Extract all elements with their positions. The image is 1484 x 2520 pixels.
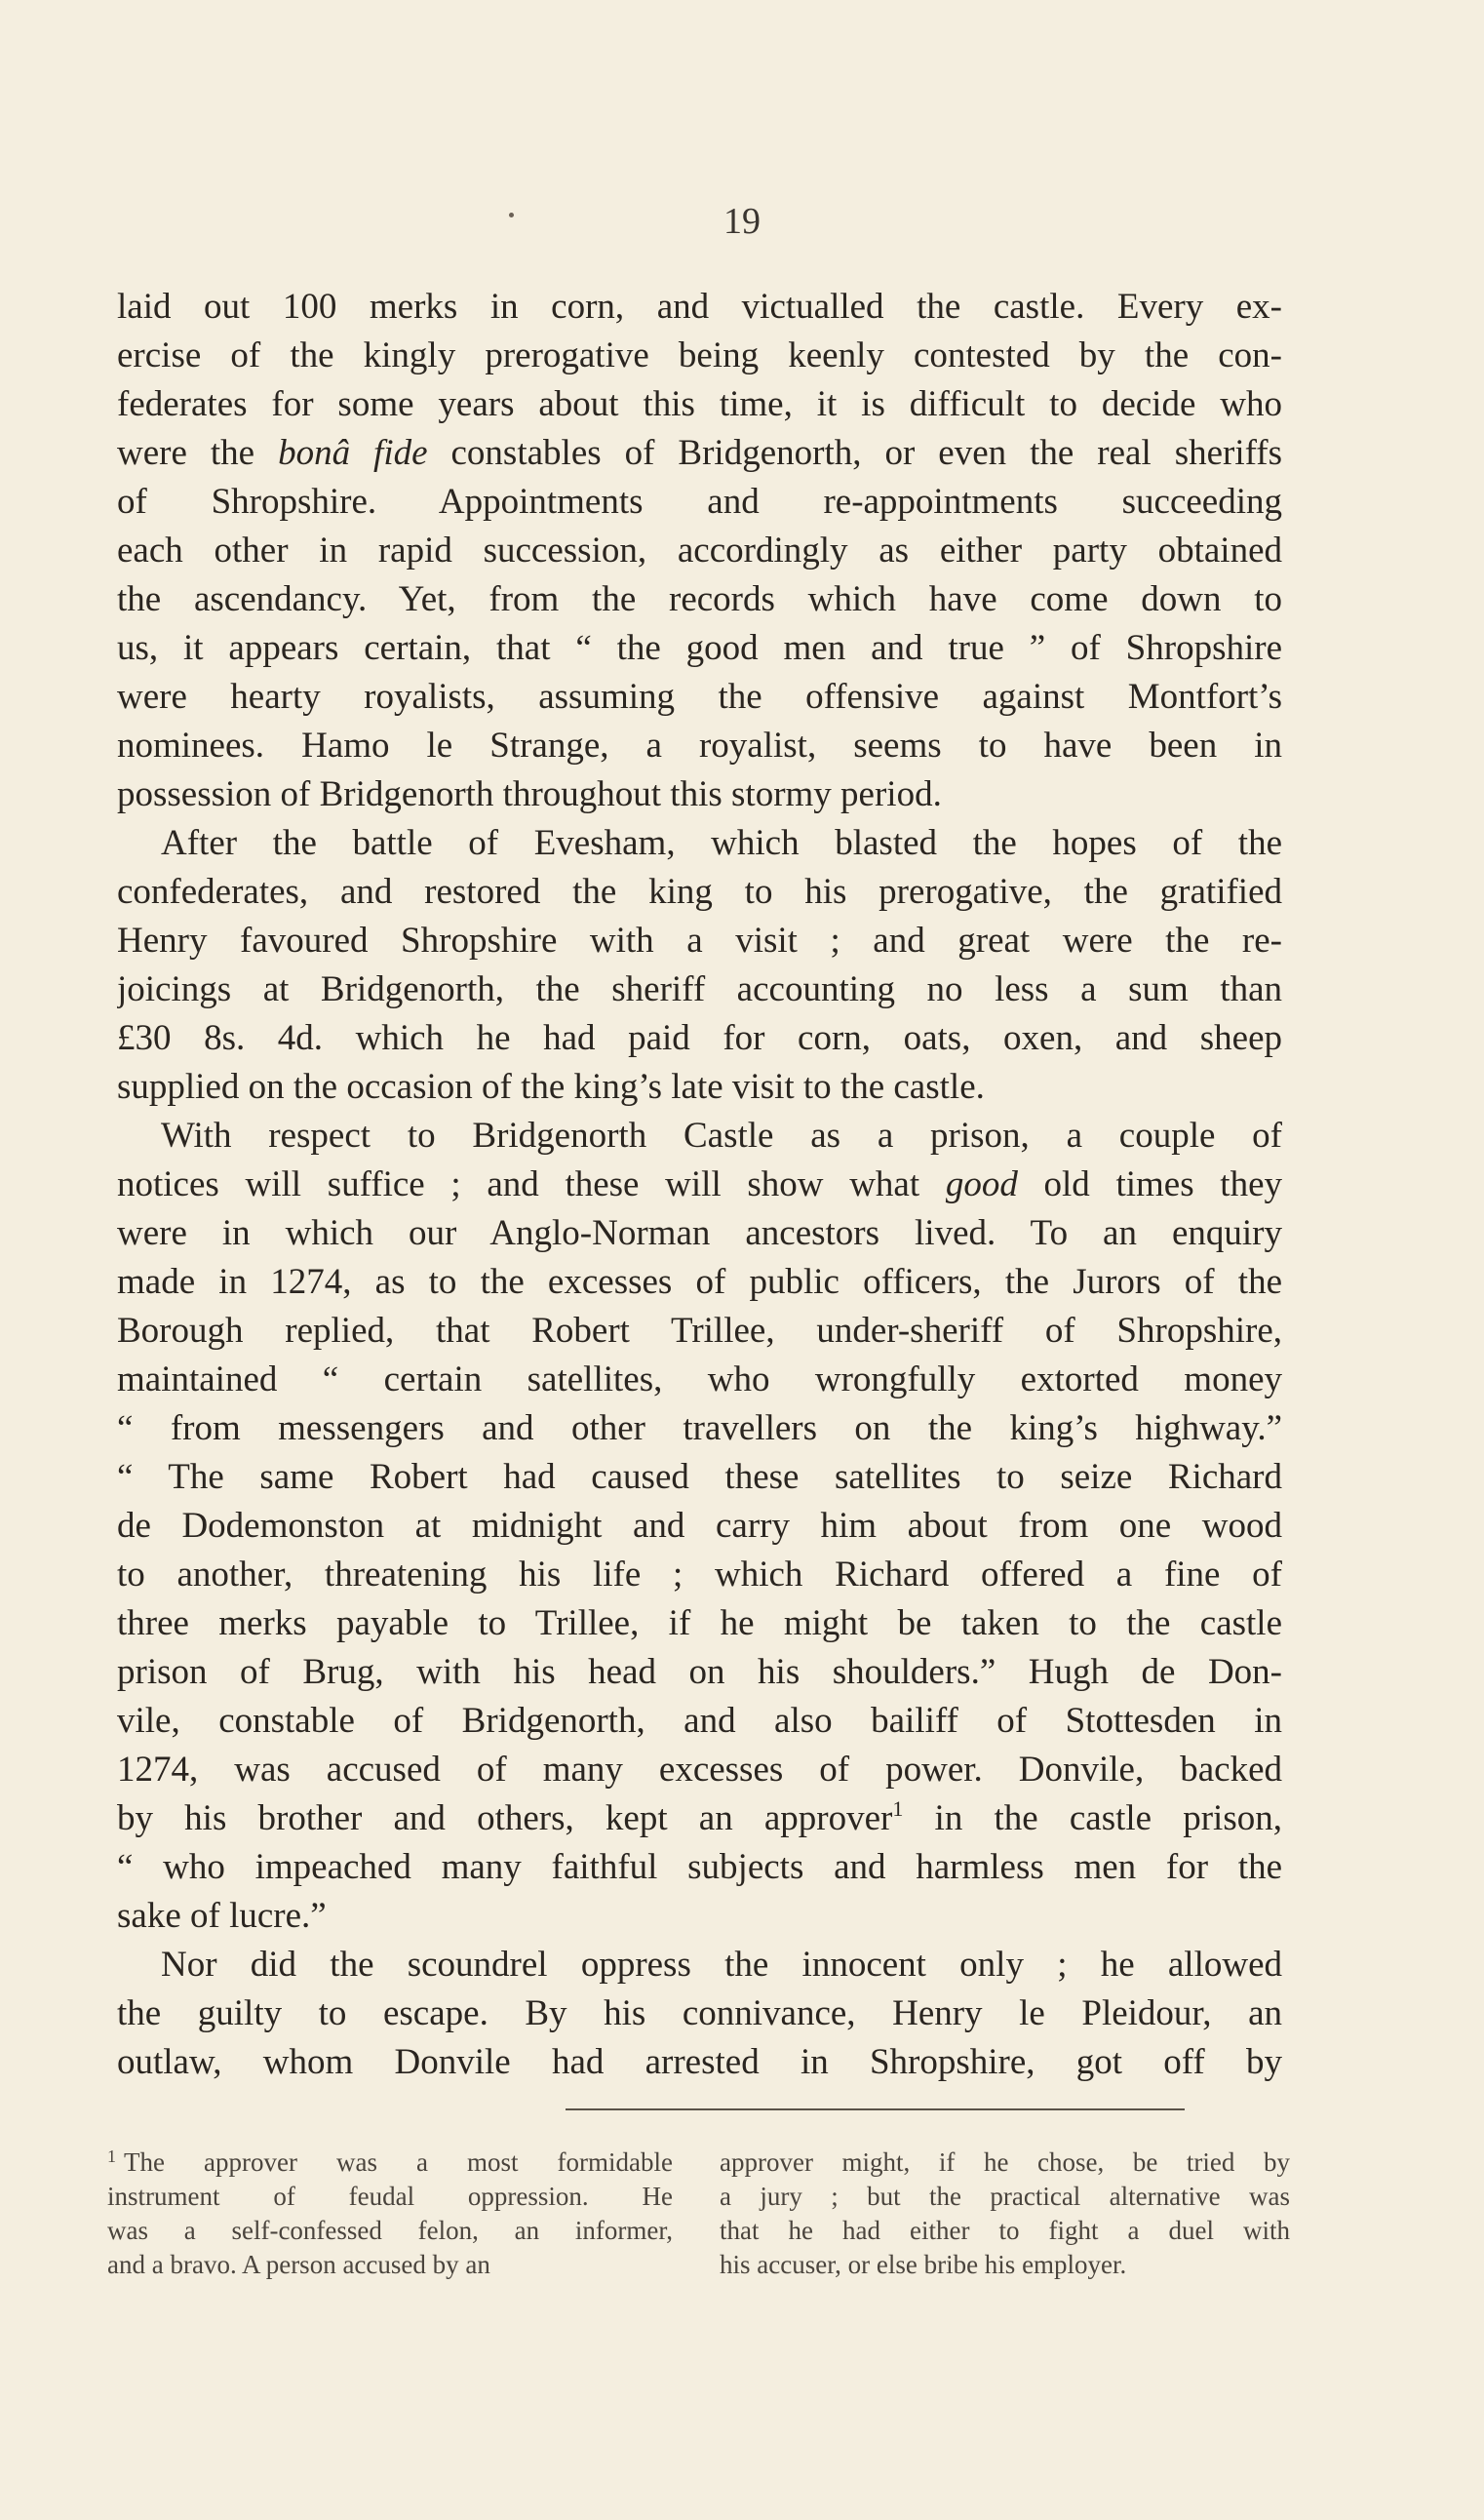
- footnote-text: and a bravo. A person accused by an: [107, 2250, 490, 2279]
- text-run: in the castle prison,: [903, 1798, 1282, 1838]
- footnote-line: [107, 2248, 673, 2282]
- text-line: us, it appears certain, that “ the good men and true ” of Shropshire: [117, 628, 1282, 668]
- text-line: made in 1274, as to the excesses of public officers, the Jurors of the: [117, 1262, 1282, 1302]
- text-line: were in which our Anglo-Norman ancestors lived. To an enquiry: [117, 1213, 1282, 1253]
- italic-text: good: [945, 1164, 1018, 1204]
- text-line: [117, 1161, 1282, 1209]
- text-line: supplied on the occasion of the king’s late visit to the castle.: [117, 1067, 985, 1107]
- text-line: the guilty to escape. By his connivance, Henry le Pleidour, an: [117, 1993, 1282, 2033]
- text-line: prison of Brug, with his head on his shoulders.” Hugh de Don-: [117, 1652, 1282, 1692]
- text-line: Borough replied, that Robert Trillee, under-sheriff of Shropshire,: [117, 1311, 1282, 1351]
- text-line: nominees. Hamo le Strange, a royalist, seems to have been in: [117, 726, 1282, 766]
- footnote-text: instrument of feudal oppression. He: [107, 2182, 673, 2211]
- text-line: Henry favoured Shropshire with a visit ; and great were the re-: [117, 921, 1282, 961]
- text-line: de Dodemonston at midnight and carry him about from one wood: [117, 1506, 1282, 1546]
- footnote-line: [107, 2146, 673, 2180]
- text-run: constables of Bridgenorth, or even the real sheriffs: [427, 433, 1282, 473]
- text-line: the ascendancy. Yet, from the records which have come down to: [117, 579, 1282, 619]
- page-number: 19: [723, 201, 761, 242]
- footnote-line: a jury ; but the practical alternative was: [720, 2182, 1290, 2211]
- text-line: sake of lucre.”: [117, 1896, 327, 1936]
- text-line: [117, 1794, 1282, 1843]
- text-run: by his brother and others, kept an approver: [117, 1798, 893, 1838]
- text-line: joicings at Bridgenorth, the sheriff accounting no less a sum than: [117, 969, 1282, 1009]
- text-line: three merks payable to Trillee, if he might be taken to the castle: [117, 1603, 1282, 1643]
- text-run: were the: [117, 433, 279, 473]
- text-run: notices will suffice ; and these will show what: [117, 1164, 946, 1204]
- footnote-line: approver might, if he chose, be tried by: [720, 2147, 1290, 2177]
- footnote-reference: 1: [892, 1796, 904, 1821]
- footnote-text: was a self-confessed felon, an informer,: [107, 2216, 673, 2245]
- text-line: possession of Bridgenorth throughout this stormy period.: [117, 774, 942, 814]
- italic-text: bonâ fide: [278, 433, 428, 473]
- footnote-text: The approver was a most formidable: [124, 2147, 673, 2177]
- text-line: ercise of the kingly prerogative being keenly contested by the con-: [117, 335, 1282, 375]
- footnote-column-left: [107, 2146, 673, 2282]
- text-line: £30 8s. 4d. which he had paid for corn, oats, oxen, and sheep: [117, 1018, 1282, 1058]
- footnote-line: his accuser, or else bribe his employer.: [720, 2250, 1127, 2279]
- text-line: were hearty royalists, assuming the offensive against Montfort’s: [117, 677, 1282, 717]
- footnote-line: [107, 2214, 673, 2248]
- body-text: [117, 283, 1282, 2087]
- text-line: After the battle of Evesham, which blasted the hopes of the: [161, 823, 1282, 863]
- footnote-line: that he had either to fight a duel with: [720, 2216, 1290, 2245]
- text-line: maintained “ certain satellites, who wrongfully extorted money: [117, 1359, 1282, 1399]
- text-line: each other in rapid succession, accordingly as either party obtained: [117, 531, 1282, 571]
- text-line: vile, constable of Bridgenorth, and also bailiff of Stottesden in: [117, 1701, 1282, 1741]
- text-line: With respect to Bridgenorth Castle as a prison, a couple of: [161, 1116, 1282, 1156]
- footnote-column-right: [720, 2146, 1290, 2282]
- text-line: “ The same Robert had caused these satellites to seize Richard: [117, 1457, 1282, 1497]
- footnote-marker: 1: [107, 2146, 116, 2166]
- text-line: [117, 429, 1282, 478]
- text-line: “ from messengers and other travellers on the king’s highway.”: [117, 1408, 1282, 1448]
- text-line: federates for some years about this time, it is difficult to decide who: [117, 384, 1282, 424]
- footnote-rule: [566, 2108, 1185, 2110]
- text-line: 1274, was accused of many excesses of power. Donvile, backed: [117, 1750, 1282, 1790]
- text-line: Nor did the scoundrel oppress the innocent only ; he allowed: [161, 1945, 1282, 1985]
- text-line: outlaw, whom Donvile had arrested in Shropshire, got off by: [117, 2042, 1282, 2082]
- text-run: old times they: [1017, 1164, 1282, 1204]
- text-line: laid out 100 merks in corn, and victualled the castle. Every ex-: [117, 287, 1282, 327]
- text-line: to another, threatening his life ; which Richard offered a fine of: [117, 1555, 1282, 1595]
- text-line: “ who impeached many faithful subjects and harmless men for the: [117, 1847, 1282, 1887]
- text-line: confederates, and restored the king to his prerogative, the gratified: [117, 872, 1282, 912]
- footnote-line: [107, 2180, 673, 2214]
- text-line: of Shropshire. Appointments and re-appointments succeeding: [117, 482, 1282, 522]
